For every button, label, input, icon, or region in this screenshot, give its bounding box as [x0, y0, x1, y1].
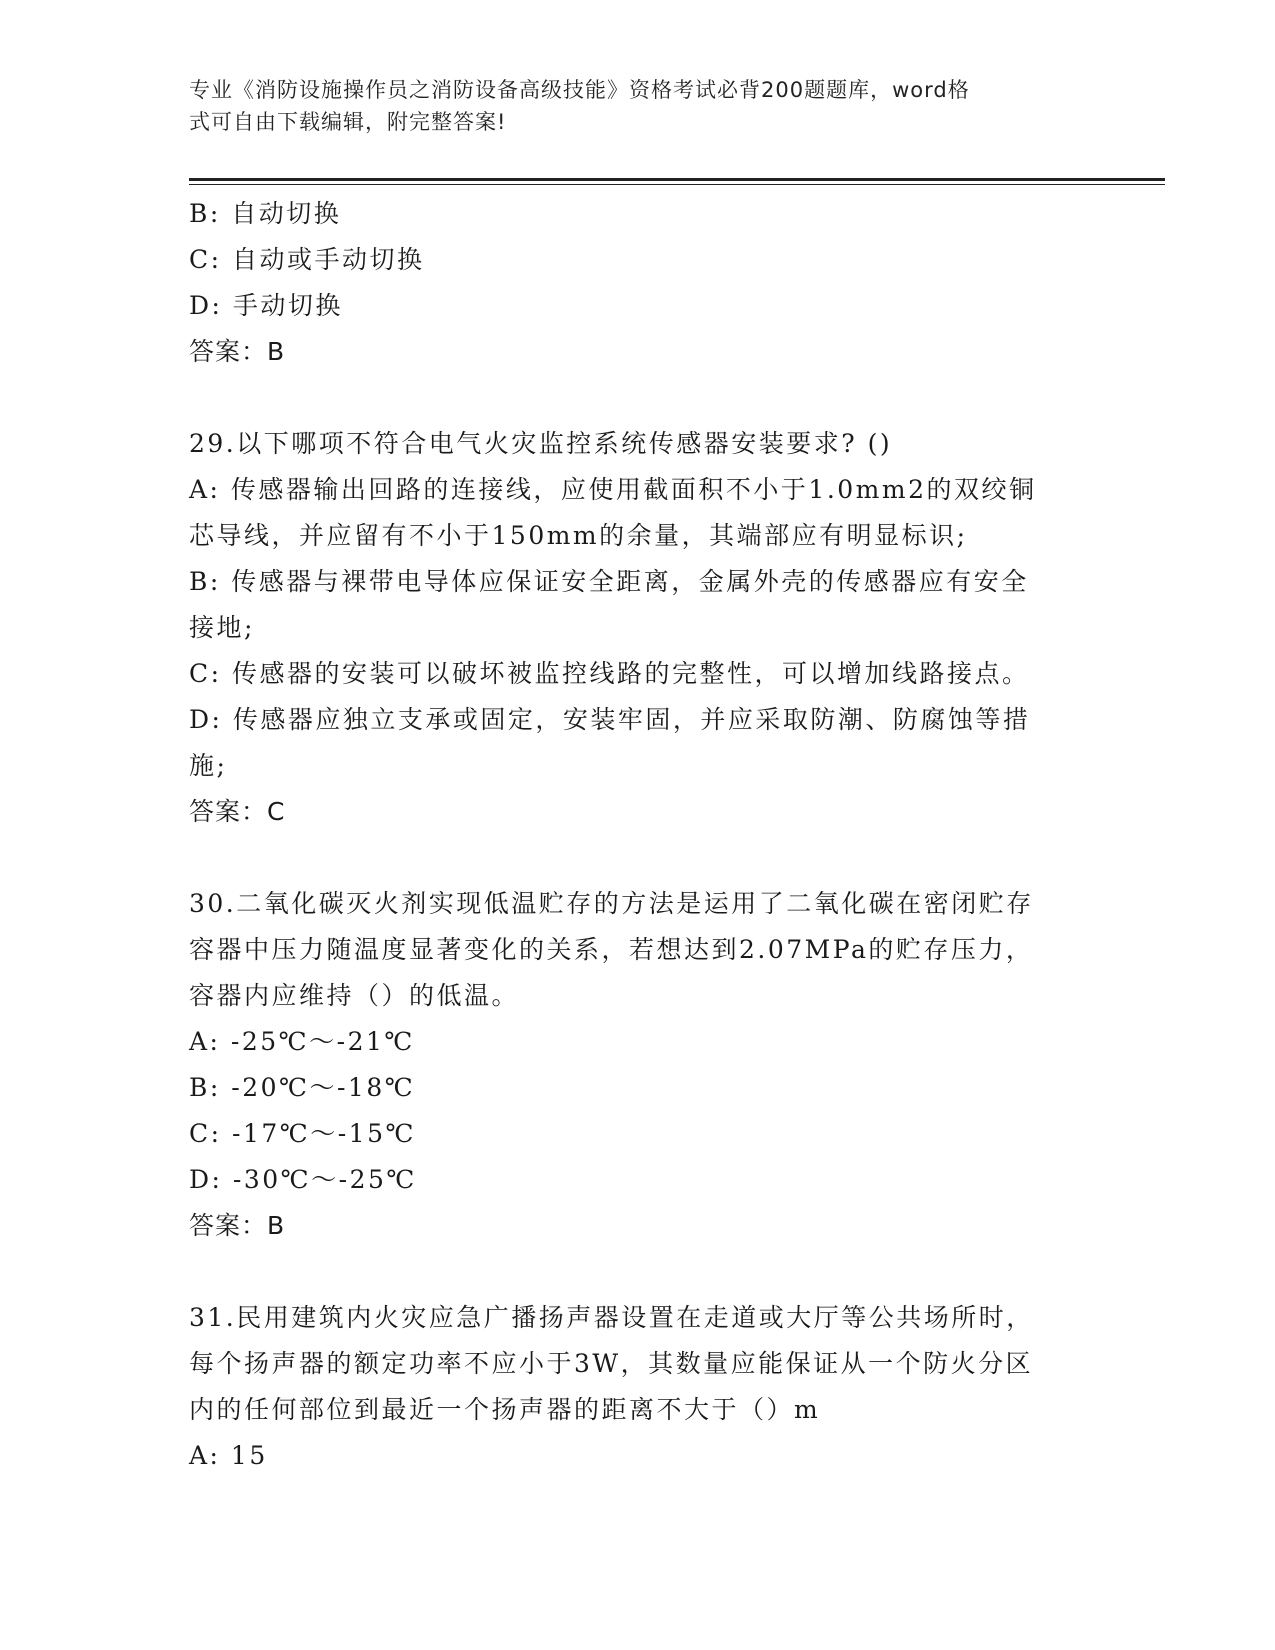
header-divider-thin: [189, 184, 1165, 185]
header-line-1: 专业《消防设施操作员之消防设备高级技能》资格考试必背200题题库，word格: [189, 78, 970, 102]
q28-option-d: D: 手动切换: [189, 291, 343, 320]
question-28-continued: [189, 191, 1089, 375]
question-31: [189, 1295, 1089, 1479]
q30-stem-line1: 30.二氧化碳灭火剂实现低温贮存的方法是运用了二氧化碳在密闭贮存: [189, 889, 1034, 918]
q31-stem-line3: 内的任何部位到最近一个扬声器的距离不大于（）m: [189, 1395, 821, 1424]
header-divider-thick: [189, 178, 1165, 181]
q29-answer: 答案：C: [189, 797, 286, 826]
q28-option-c: C: 自动或手动切换: [189, 245, 425, 274]
q28-option-b: B: 自动切换: [189, 199, 342, 228]
q30-stem-line3: 容器内应维持（）的低温。: [189, 981, 520, 1010]
q30-option-b: B: -20℃～-18℃: [189, 1073, 416, 1102]
q29-option-d-line2: 施;: [189, 751, 228, 780]
q30-option-a: A: -25℃～-21℃: [189, 1027, 415, 1056]
spacer: [189, 835, 1089, 881]
q29-option-b-line2: 接地;: [189, 613, 255, 642]
q30-option-d: D: -30℃～-25℃: [189, 1165, 417, 1194]
q30-answer: 答案：B: [189, 1211, 286, 1240]
q28-answer: 答案：B: [189, 337, 286, 366]
page-header: [189, 74, 1089, 138]
q29-stem: 29.以下哪项不符合电气火灾监控系统传感器安装要求? (): [189, 429, 893, 458]
q29-option-d-line1: D: 传感器应独立支承或固定，安装牢固，并应采取防潮、防腐蚀等措: [189, 705, 1031, 734]
q30-option-c: C: -17℃～-15℃: [189, 1119, 416, 1148]
spacer: [189, 375, 1089, 421]
q29-option-c: C: 传感器的安装可以破坏被监控线路的完整性，可以增加线路接点。: [189, 659, 1030, 688]
q29-option-b-line1: B: 传感器与裸带电导体应保证安全距离，金属外壳的传感器应有安全: [189, 567, 1029, 596]
q31-stem-line1: 31.民用建筑内火灾应急广播扬声器设置在走道或大厅等公共场所时，: [189, 1303, 1034, 1332]
question-30: [189, 881, 1089, 1249]
q31-stem-line2: 每个扬声器的额定功率不应小于3W，其数量应能保证从一个防火分区: [189, 1349, 1034, 1378]
header-line-2: 式可自由下载编辑，附完整答案!: [189, 110, 507, 134]
q29-option-a-line2: 芯导线，并应留有不小于150mm的余量，其端部应有明显标识;: [189, 521, 968, 550]
q30-stem-line2: 容器中压力随温度显著变化的关系，若想达到2.07MPa的贮存压力，: [189, 935, 1034, 964]
question-list: [189, 191, 1089, 1479]
question-29: [189, 421, 1089, 835]
q31-option-a: A: 15: [189, 1441, 268, 1470]
spacer: [189, 1249, 1089, 1295]
q29-option-a-line1: A: 传感器输出回路的连接线，应使用截面积不小于1.0mm2的双绞铜: [189, 475, 1037, 504]
